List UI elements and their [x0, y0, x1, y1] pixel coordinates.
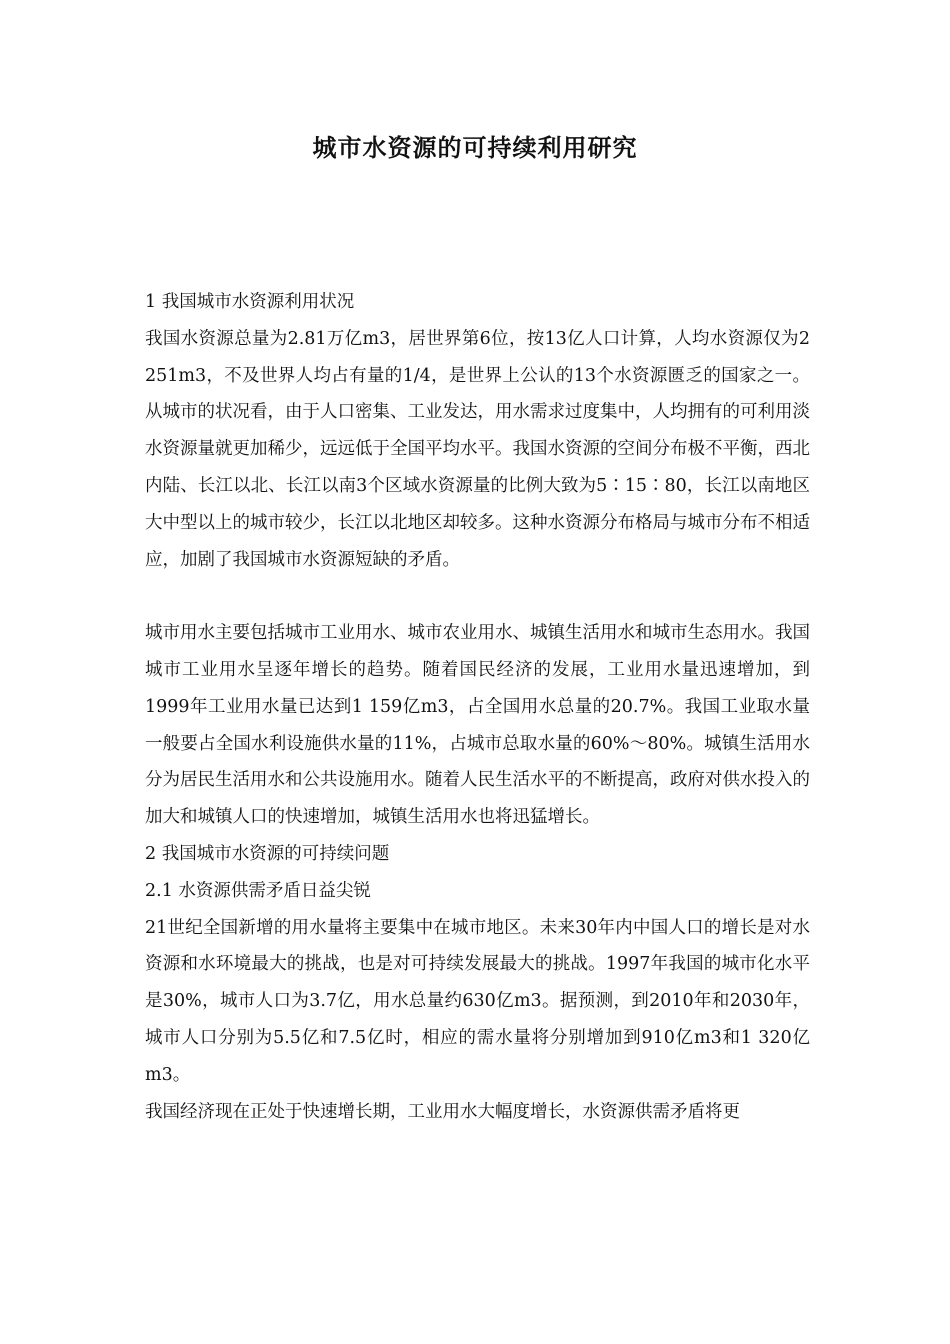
section-2-heading: 2 我国城市水资源的可持续问题 [145, 843, 390, 864]
document-body [145, 284, 810, 1130]
section-2-paragraph-1: 21世纪全国新增的用水量将主要集中在城市地区。未来30年内中国人口的增长是对水资源和水环境最大的挑战，也是对可持续发展最大的挑战。1997年我国的城市化水平是30%，城市人口为3.7亿，用水总量约630亿m3。据预测，到2010年和2030年，城市人口分别为5.5亿和7.5亿时，相应的需水量将分别增加到910亿m3和1 320亿m3。 [145, 917, 810, 1085]
document-title: 城市水资源的可持续利用研究 [312, 134, 638, 162]
section-1-paragraph-1: 我国水资源总量为2.81万亿m3，居世界第6位，按13亿人口计算，人均水资源仅为2 251m3，不及世界人均占有量的1/4，是世界上公认的13个水资源匮乏的国家之一。从城市的状况看，由于人口密集、工业发达，用水需求过度集中，人均拥有的可利用淡水资源量就更加稀少，远远低于全国平均水平。我国水资源的空间分布极不平衡，西北内陆、长江以北、长江以南3个区域水资源量的比例大致为5∶15∶80，长江以南地区大中型以上的城市较少，长江以北地区却较多。这种水资源分布格局与城市分布不相适应，加剧了我国城市水资源短缺的矛盾。 [145, 328, 810, 570]
section-2-1-subheading: 2.1 水资源供需矛盾日益尖锐 [145, 880, 371, 901]
section-2-paragraph-2: 我国经济现在正处于快速增长期，工业用水大幅度增长，水资源供需矛盾将更 [145, 1101, 740, 1122]
paragraph-spacer [145, 578, 810, 615]
section-1-paragraph-2: 城市用水主要包括城市工业用水、城市农业用水、城镇生活用水和城市生态用水。我国城市工业用水呈逐年增长的趋势。随着国民经济的发展，工业用水量迅速增加，到1999年工业用水量已达到1 159亿m3，占全国用水总量的20.7%。我国工业取水量一般要占全国水利设施供水量的11%，占城市总取水量的60%～80%。城镇生活用水分为居民生活用水和公共设施用水。随着人民生活水平的不断提高，政府对供水投入的加大和城镇人口的快速增加，城镇生活用水也将迅猛增长。 [145, 623, 810, 828]
section-1-heading: 1 我国城市水资源利用状况 [145, 292, 355, 312]
